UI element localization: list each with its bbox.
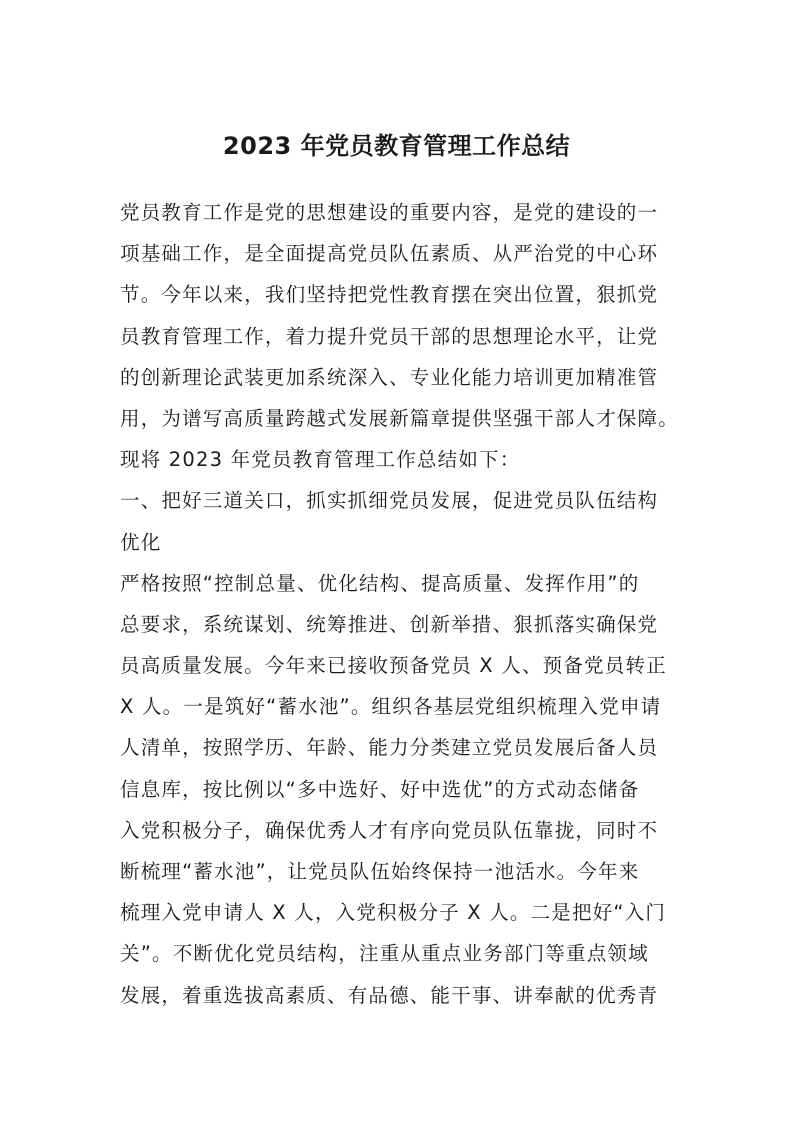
body-line: 党员教育工作是党的思想建设的重要内容，是党的建设的一 [120, 201, 659, 224]
body-line: 信息库，按比例以“多中选好、好中选优”的方式动态储备 [120, 777, 640, 801]
body-line: 现将 2023 年党员教育管理工作总结如下： [120, 448, 521, 472]
body-line: 节。今年以来，我们坚持把党性教育摆在突出位置，狠抓党 [120, 283, 659, 307]
body-line: 入党积极分子，确保优秀人才有序向党员队伍靠拢，同时不 [120, 818, 659, 842]
body-line: 的创新理论武装更加系统深入、专业化能力培训更加精准管 [120, 365, 659, 389]
body-line: 总要求，系统谋划、统筹推进、创新举措、狠抓落实确保党 [120, 612, 659, 636]
body-line: 断梳理“蓄水池”，让党员队伍始终保持一池活水。今年来 [120, 860, 640, 883]
body-line: 关”。不断优化党员结构，注重从重点业务部门等重点领域 [120, 942, 649, 966]
section-heading-line: 一、把好三道关口，抓实抓细党员发展，促进党员队伍结构 [120, 489, 659, 513]
body-line: 员教育管理工作，着力提升党员干部的思想理论水平，让党 [120, 324, 659, 348]
body-line: 项基础工作，是全面提高党员队伍素质、从严治党的中心环 [120, 242, 659, 266]
body-line: 梳理入党申请人 X 人，入党积极分子 X 人。二是把好“入门 [120, 901, 667, 925]
document-body [120, 192, 680, 1016]
body-line: 员高质量发展。今年来已接收预备党员 X 人、预备党员转正 [120, 654, 667, 678]
body-line: 严格按照“控制总量、优化结构、提高质量、发挥作用”的 [120, 571, 640, 595]
document-title: 2023 年党员教育管理工作总结 [222, 132, 571, 160]
body-line: 人清单，按照学历、年龄、能力分类建立党员发展后备人员 [120, 736, 659, 760]
body-line: 发展，着重选拔高素质、有品德、能干事、讲奉献的优秀青 [120, 983, 659, 1007]
body-line: 用，为谱写高质量跨越式发展新篇章提供坚强干部人才保障。 [120, 406, 679, 430]
section-heading-line: 优化 [120, 530, 162, 554]
body-line: X 人。一是筑好“蓄水池”。组织各基层党组织梳理入党申请 [120, 695, 662, 719]
